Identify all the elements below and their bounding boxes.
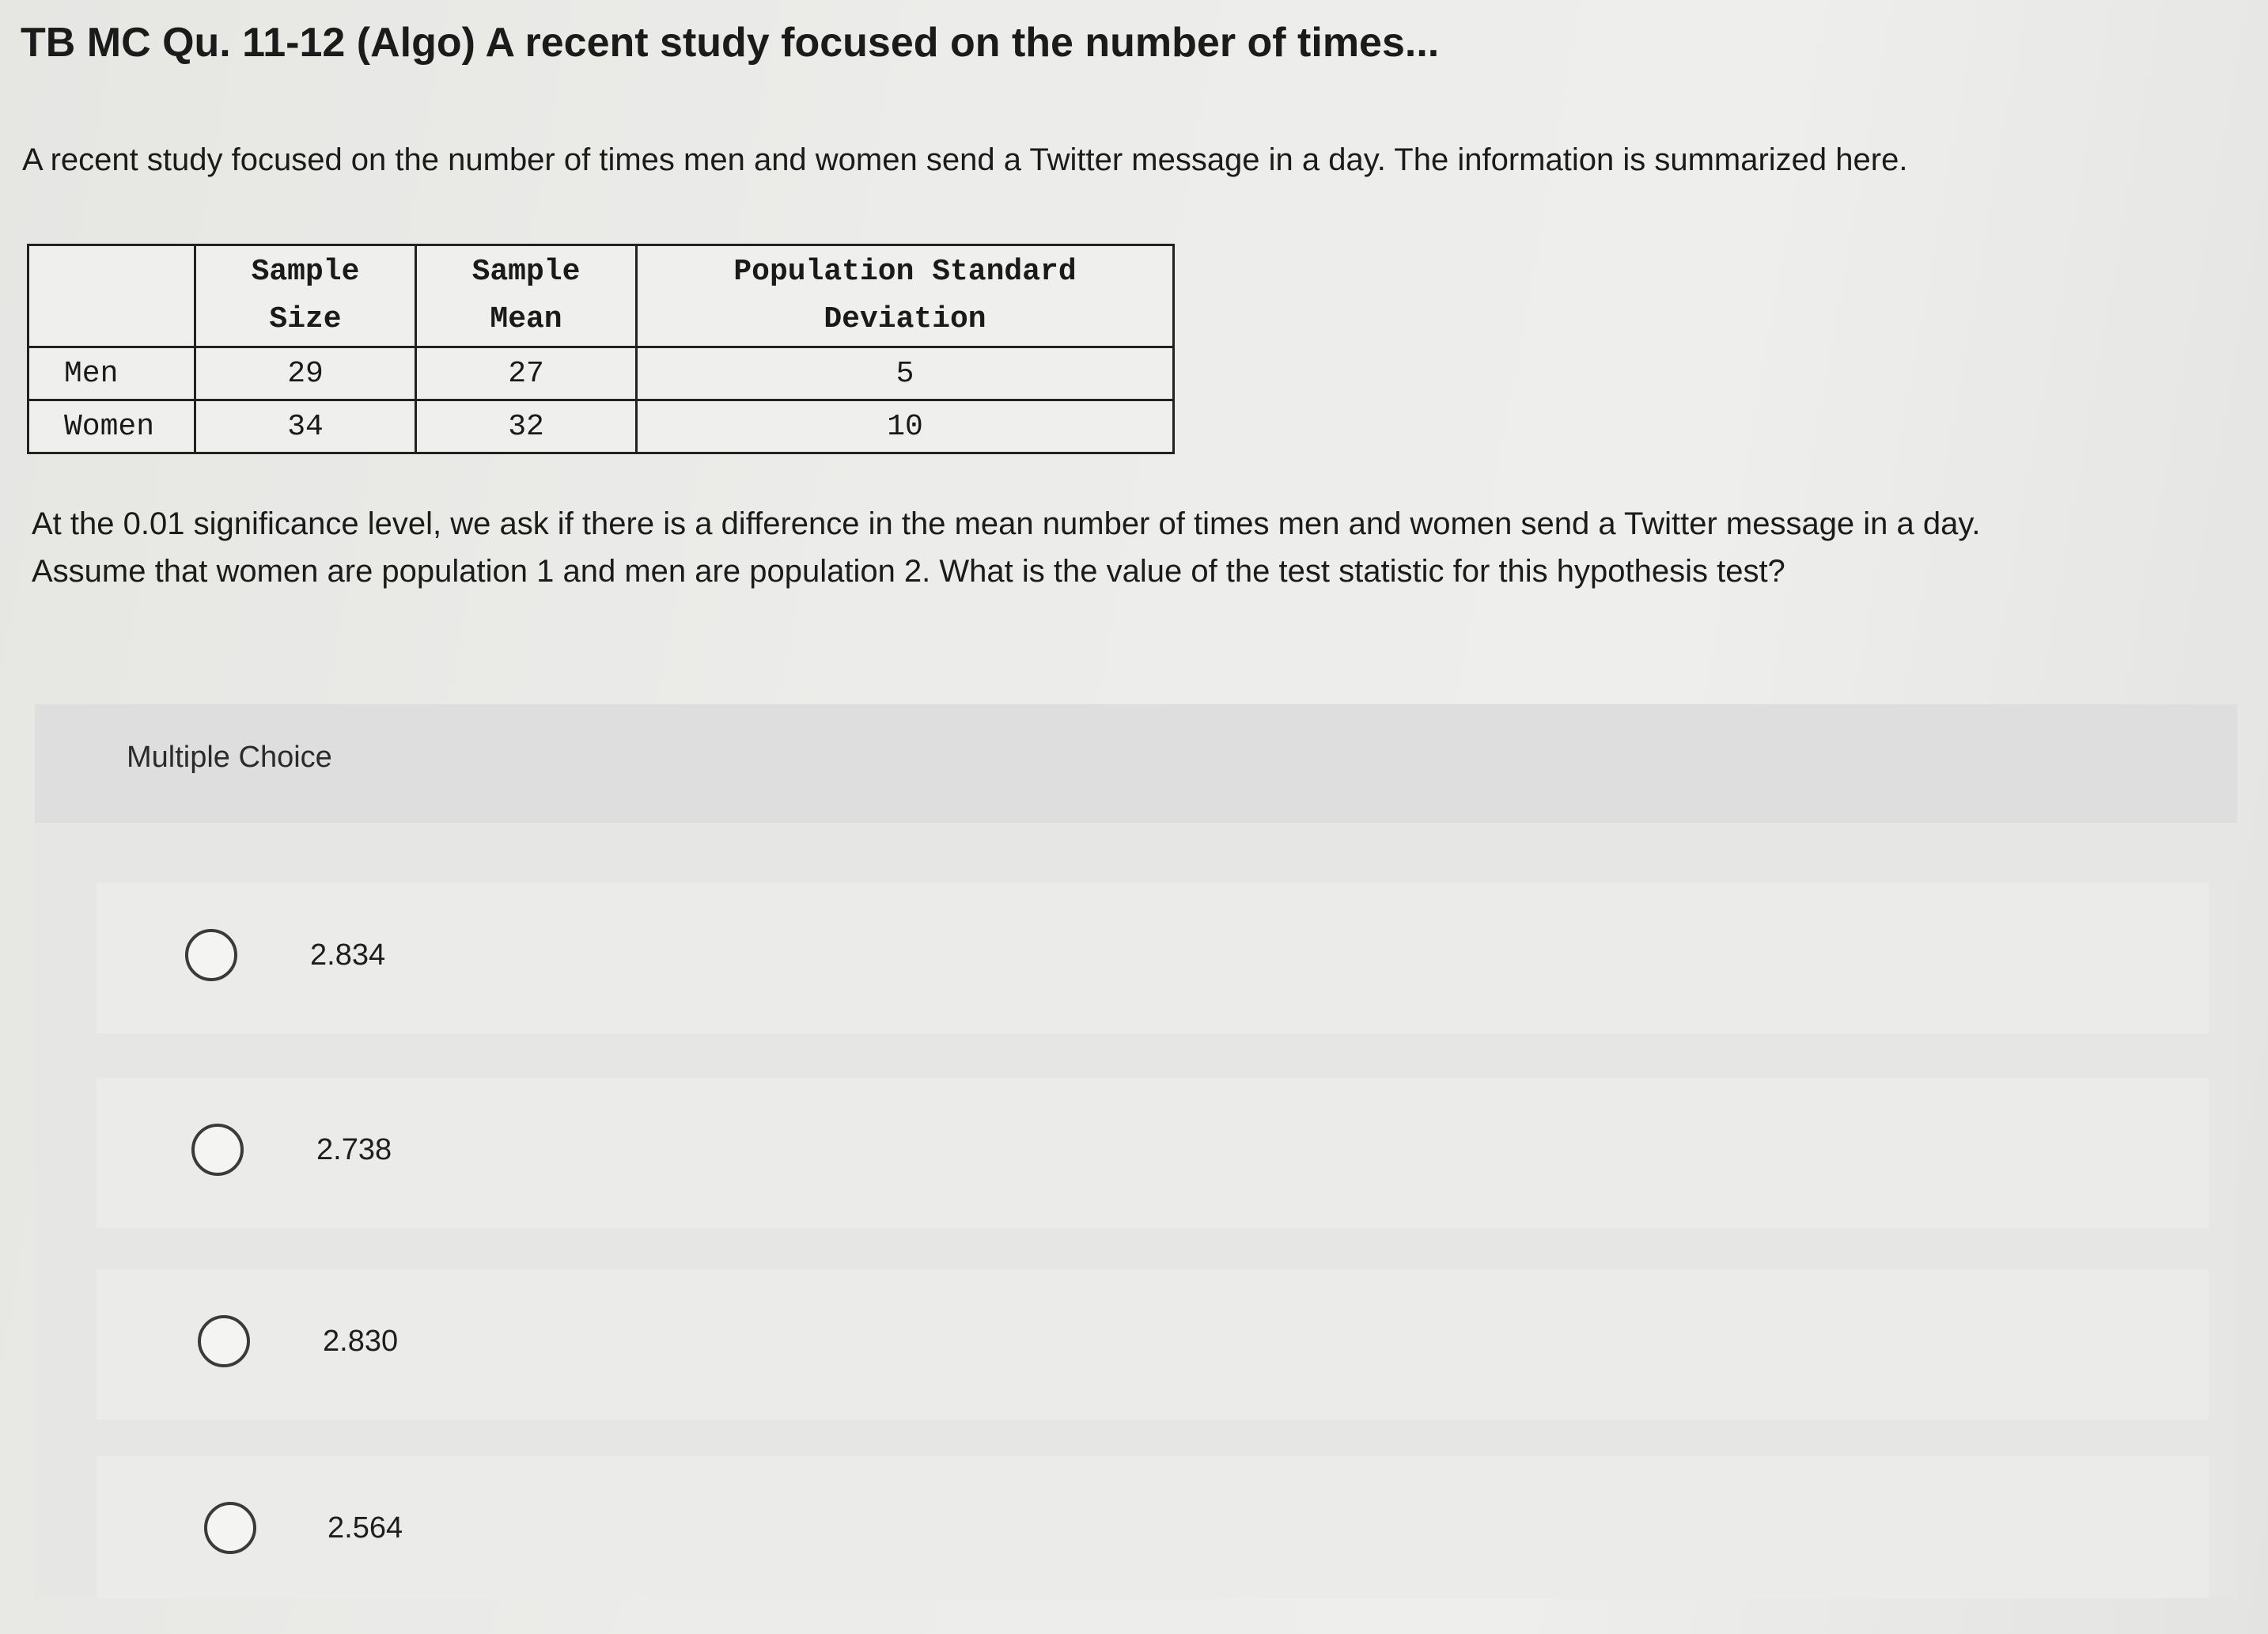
multiple-choice-header	[35, 704, 2237, 823]
table-cell: 5	[637, 347, 1174, 400]
answer-option-4[interactable]	[97, 1456, 2209, 1598]
question-text	[32, 500, 1981, 595]
radio-button-icon[interactable]	[185, 929, 237, 981]
header-line: Population Standard	[733, 255, 1077, 289]
answer-option-1[interactable]	[97, 883, 2209, 1033]
table-cell: 27	[416, 347, 637, 400]
table-header-row	[28, 245, 1174, 347]
question-line-2: Assume that women are population 1 and men are population 2. What is the value of the test statistic for this hypothesis test?	[32, 554, 1785, 589]
radio-button-icon[interactable]	[204, 1502, 256, 1554]
answer-option-text: 2.738	[316, 1133, 392, 1166]
header-line: Deviation	[824, 302, 986, 336]
table-cell: 34	[195, 400, 416, 453]
table-cell: 10	[637, 400, 1174, 453]
answer-option-text: 2.834	[310, 938, 386, 972]
answer-option-3[interactable]	[97, 1269, 2209, 1420]
header-line: Size	[269, 302, 342, 336]
table-header-sample-size	[195, 245, 416, 347]
answer-option-text: 2.830	[323, 1325, 399, 1358]
table-header-population-std-dev	[637, 245, 1174, 347]
multiple-choice-panel	[35, 704, 2237, 1598]
table-row	[28, 347, 1174, 400]
question-line-1: At the 0.01 significance level, we ask if there is a difference in the mean number of times men and women send a Twitter message in a day.	[32, 506, 1981, 541]
radio-button-icon[interactable]	[198, 1315, 250, 1367]
table-cell-row-label: Men	[28, 347, 195, 400]
table-header-blank	[28, 245, 195, 347]
intro-text: A recent study focused on the number of times men and women send a Twitter message in a day. The information is summarized here.	[22, 142, 1908, 177]
table-header-sample-mean	[416, 245, 637, 347]
answer-option-text: 2.564	[328, 1511, 403, 1545]
header-line: Sample	[251, 255, 360, 289]
table-cell-row-label: Women	[28, 400, 195, 453]
page-title: TB MC Qu. 11-12 (Algo) A recent study focused on the number of times...	[21, 20, 1440, 66]
table-row	[28, 400, 1174, 453]
header-line: Sample	[471, 255, 581, 289]
header-line: Mean	[490, 302, 562, 336]
answer-option-2[interactable]	[97, 1078, 2209, 1228]
radio-button-icon[interactable]	[191, 1124, 244, 1176]
data-table	[27, 244, 1175, 454]
table-cell: 29	[195, 347, 416, 400]
multiple-choice-label: Multiple Choice	[127, 741, 332, 774]
table-cell: 32	[416, 400, 637, 453]
